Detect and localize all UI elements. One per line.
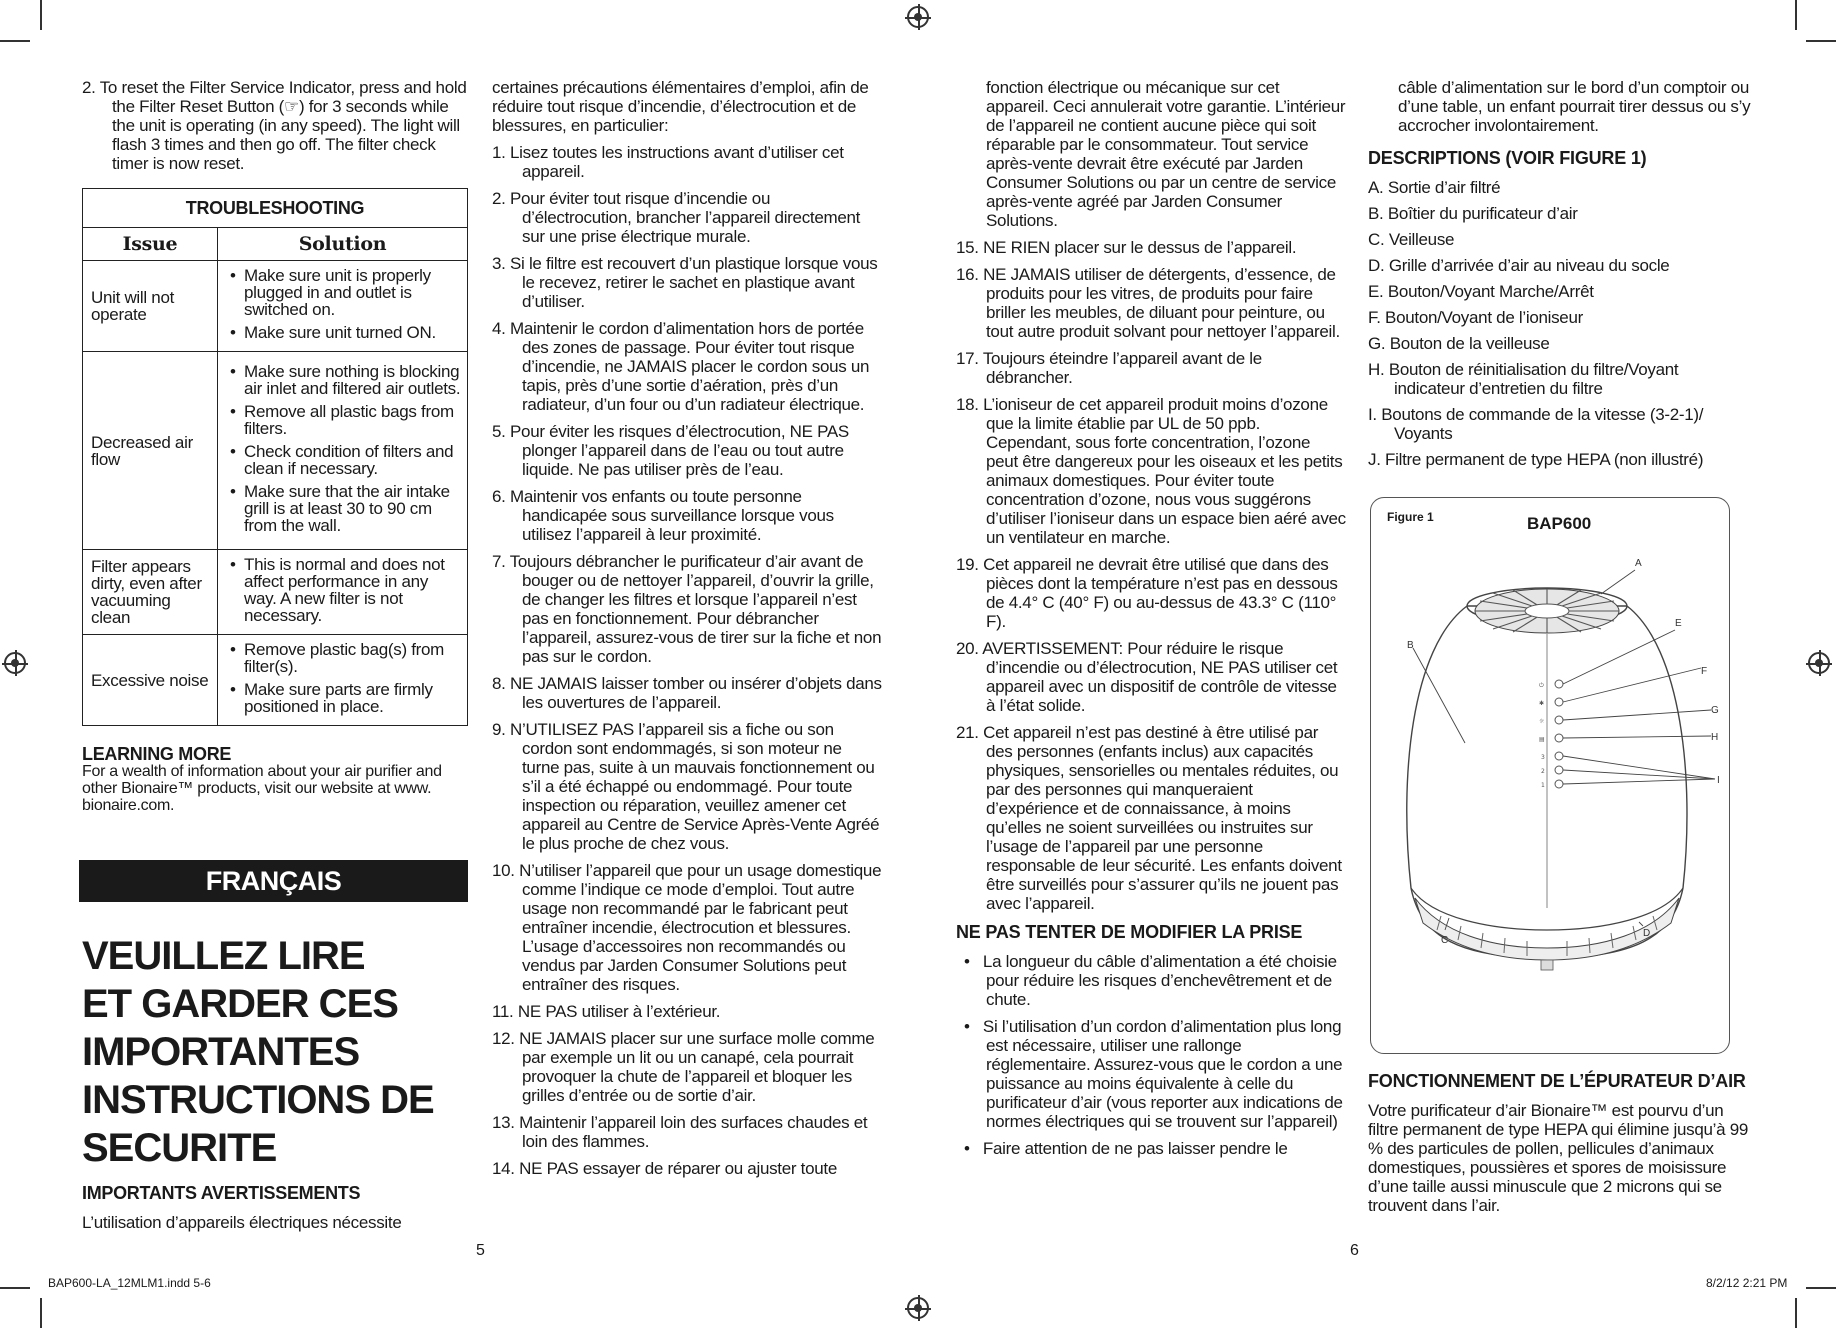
plug-item (956, 1017, 1346, 1131)
solution-item: • Remove plastic bag(s) from filter(s). (226, 641, 461, 675)
function-title: FONCTIONNEMENT DE L’ÉPURATEUR D’AIR (1368, 1071, 1746, 1091)
description-item: F. Bouton/Voyant de l’ioniseur (1368, 308, 1583, 327)
callout-d: D (1643, 928, 1651, 939)
instruction-item: 2. Pour éviter tout risque d’incendie ou d’électrocution, brancher l’appareil directement sur une prise électrique murale. (492, 189, 861, 246)
crop-mark (1795, 0, 1797, 30)
ionizer-icon: ✱ (1539, 700, 1545, 707)
filter-reset-step: 2. To reset the Filter Service Indicator, press and hold the Filter Reset Button (☞) for 3 seconds while the unit is operating (in any speed). The light will flash 3 times and then go off. The filter check timer is now reset. (82, 78, 467, 173)
callout-e: E (1675, 618, 1682, 629)
description-item: E. Bouton/Voyant Marche/Arrêt (1368, 282, 1594, 301)
crop-mark (0, 40, 30, 42)
learning-more-text: For a wealth of information about your air purifier and other Bionaire™ products, visit our website at www. bionaire.com. (82, 763, 442, 814)
warnings-section (82, 1183, 470, 1233)
instruction-item: 13. Maintenir l’appareil loin des surfaces chaudes et loin des flammes. (492, 1113, 868, 1151)
instruction-item: 12. NE JAMAIS placer sur une surface molle comme par exemple un lit ou un canapé, cela pourrait provoquer la chute de l’appareil et bloquer les grilles d’entrée ou de sortie d’air. (492, 1029, 875, 1105)
instruction-item: 5. Pour éviter les risques d’électrocution, NE PAS plonger l’appareil dans de l’eau ou tout autre liquide. Ne pas utiliser près de l’eau. (492, 422, 849, 479)
plug-item-text: La longueur du câble d’alimentation a été choisie pour réduire les risques d’enchevêtrement et de chute. (982, 952, 1337, 1009)
speed-mark: 3 (1541, 754, 1545, 761)
callout-b: B (1407, 640, 1414, 651)
instruction-item: 9. N’UTILISEZ PAS l’appareil sis a fiche ou son cordon sont endommagés, si son moteur ne turne pas, suite à un mauvais fonctionnement ou s’il a été échappé ou endommagé. Pour toute inspection ou réparation, veuillez amener cet appareil au Centre de Service Après-Vente Agréé le plus proche de chez vous. (492, 720, 880, 853)
solution-item: • Check condition of filters and clean if necessary. (226, 443, 461, 477)
instruction-item: 21. Cet appareil n’est pas destiné à être utilisé par des personnes (enfants inclus) aux capacités physiques, sensorielles ou mentales réduites, ou par des personnes qui manqueraient d’expérience et de connaissance, à moins qu’elles ne soient surveillées ou instruites sur l’usage de l’appareil par une personne responsable de leur sécurité. Les enfants doivent être surveillés pour s’assurer qu’ils ne jouent pas avec l’appareil. (956, 723, 1342, 913)
instruction-item: 4. Maintenir le cordon d’alimentation hors de portée des zones de passage. Pour éviter tout risque d’incendie, ne JAMAIS placer le cordon sous un tapis, près d’une sortie d’aération, près d’un radiateur, d’un four ou d’un radiateur électrique. (492, 319, 870, 414)
troubleshooting-table (82, 188, 468, 726)
descriptions-column (1368, 78, 1753, 476)
language-banner: FRANÇAIS (79, 860, 468, 902)
warnings-intro: L’utilisation d’appareils électriques nécessite (82, 1213, 402, 1232)
troubleshooting-title: TROUBLESHOOTING (83, 189, 468, 228)
description-item: I. Boutons de commande de la vitesse (3-2-1)/ Voyants (1368, 405, 1704, 443)
column-header-issue: Issue (83, 228, 218, 261)
instruction-item: 11. NE PAS utiliser à l’extérieur. (492, 1002, 721, 1021)
crop-mark (1806, 1287, 1836, 1289)
table-row (83, 550, 468, 635)
registration-mark-icon (1808, 652, 1830, 674)
instruction-item: 17. Toujours éteindre l’appareil avant de le débrancher. (956, 349, 1262, 387)
table-row (83, 635, 468, 726)
footer-date: 8/2/12 2:21 PM (1706, 1276, 1788, 1290)
instruction-item: 18. L’ioniseur de cet appareil produit moins d’ozone que la limite établie par UL de 50 ppb. Cependant, sous forte concentration, l’ozone peut être dangereux pour les oiseaux et les petits animaux domestiques. Pour éviter toute concentration d’ozone, nous vous suggérons d’utiliser l’ioniseur dans un espace bien aéré avec un ventilateur en marche. (956, 395, 1346, 547)
crop-mark (1795, 1298, 1797, 1328)
registration-mark-icon (907, 1297, 929, 1319)
issue-cell: Decreased air flow (83, 352, 218, 550)
learning-more-title: LEARNING MORE (82, 744, 232, 764)
description-item: A. Sortie d’air filtré (1368, 178, 1501, 197)
page-number-left: 5 (476, 1242, 485, 1259)
descriptions-title: DESCRIPTIONS (VOIR FIGURE 1) (1368, 148, 1647, 168)
bullet: • (964, 1139, 983, 1158)
instruction-item: 7. Toujours débrancher le purificateur d’air avant de bouger ou de nettoyer l’appareil, d’ouvrir la grille, de changer les filtres et lorsque l’appareil n’est pas en fonctionnement. Pour débrancher l’appareil, assurez-vous de tirer sur la fiche et non pas sur le cordon. (492, 552, 882, 666)
instruction-item: 10. N’utiliser l’appareil que pour un usage domestique comme l’indique ce mode d’emploi. Tout autre usage non recommandé par le fabricant peut entraîner incendie, électrocution et blessures. L’usage d’accessoires non recommandés ou vendus par Jarden Consumer Solutions peut entraîner des risques. (492, 861, 882, 994)
speed-mark: 1 (1541, 782, 1545, 789)
page-number-right: 6 (1350, 1242, 1359, 1259)
solution-item: • Make sure that the air intake grill is at least 30 to 90 cm from the wall. (226, 483, 461, 534)
description-item: H. Bouton de réinitialisation du filtre/Voyant indicateur d’entretien du filtre (1368, 360, 1679, 398)
issue-cell: Excessive noise (83, 635, 218, 726)
table-row (83, 261, 468, 352)
filter-reset-icon: ▤ (1539, 736, 1545, 743)
table-row (83, 352, 468, 550)
instructions-column-2 (956, 78, 1346, 1166)
plug-item (956, 952, 1346, 1009)
callout-f: F (1701, 666, 1708, 677)
solution-item: • This is normal and does not affect performance in any way. A new filter is not necessary. (226, 556, 461, 624)
figure-model: BAP600 (1527, 514, 1592, 533)
figure-label: Figure 1 (1387, 510, 1434, 524)
bullet: • (964, 952, 983, 971)
callout-a: A (1635, 558, 1642, 569)
instruction-continued: fonction électrique ou mécanique sur cet appareil. Ceci annulerait votre garantie. L’intérieur de l’appareil ne contient aucune pièce qui soit réparable par le consommateur. Tout service après-vente devrait être exécuté par Jarden Consumer Solutions ou par un centre de service après-vente agréé par Jarden Consumer Solutions. (986, 78, 1346, 230)
speed-mark: 2 (1541, 768, 1545, 775)
instruction-item: 15. NE RIEN placer sur le dessus de l’appareil. (956, 238, 1297, 257)
crop-mark (40, 1298, 42, 1328)
instruction-item: 6. Maintenir vos enfants ou toute personne handicapée sous surveillance lorsque vous utilisez l’appareil à leur proximité. (492, 487, 834, 544)
crop-mark (40, 0, 42, 30)
description-item: C. Veilleuse (1368, 230, 1455, 249)
solution-item: • Make sure unit is properly plugged in and outlet is switched on. (226, 267, 461, 318)
callout-h: H (1711, 732, 1719, 743)
column-header-solution: Solution (218, 228, 468, 261)
callout-i: I (1717, 775, 1720, 786)
description-item: D. Grille d’arrivée d’air au niveau du socle (1368, 256, 1670, 275)
callout-c: C (1441, 935, 1449, 946)
instruction-item: 19. Cet appareil ne devrait être utilisé que dans des pièces dont la température n’est pas en dessous de 4.4° C (40° F) ou au-dessus de 43.3° C (110° F). (956, 555, 1338, 631)
air-purifier-drawing (1371, 498, 1729, 1053)
callout-g: G (1711, 705, 1719, 716)
title-line: VEUILLEZ LIRE (82, 934, 365, 978)
solution-item: • Make sure nothing is blocking air inlet and filtered air outlets. (226, 363, 461, 397)
description-item: G. Bouton de la veilleuse (1368, 334, 1550, 353)
safety-title (82, 932, 434, 1172)
issue-cell: Filter appears dirty, even after vacuuming clean (83, 550, 218, 635)
title-line: INSTRUCTIONS DE (82, 1078, 434, 1122)
description-item: B. Boîtier du purificateur d’air (1368, 204, 1578, 223)
warnings-title: IMPORTANTS AVERTISSEMENTS (82, 1183, 361, 1203)
learning-more-section (82, 746, 470, 814)
plug-item-text: Faire attention de ne pas laisser pendre le (982, 1139, 1288, 1158)
instruction-item: 20. AVERTISSEMENT: Pour réduire le risque d’incendie ou d’électrocution, NE PAS utiliser cet appareil avec un dispositif de contrôle de vitesse à l’état solide. (956, 639, 1338, 715)
registration-mark-icon (907, 6, 929, 28)
description-item: J. Filtre permanent de type HEPA (non illustré) (1368, 450, 1704, 469)
instruction-item: 8. NE JAMAIS laisser tomber ou insérer d’objets dans les ouvertures de l’appareil. (492, 674, 882, 712)
instruction-item: 16. NE JAMAIS utiliser de détergents, d’essence, de produits pour les vitres, de produits pour faire briller les meubles, de diluant pour peinture, ou tout autre produit solvant pour nettoyer l’appareil. (956, 265, 1340, 341)
plug-item (956, 1139, 1346, 1158)
power-icon: ⏻ (1539, 682, 1544, 689)
footer-filename: BAP600-LA_12MLM1.indd 5-6 (48, 1276, 211, 1290)
registration-mark-icon (4, 652, 26, 674)
plug-item-text: Si l’utilisation d’un cordon d’alimentation plus long est nécessaire, utiliser une rallonge réglementaire. Assurez-vous que le cordon a une puissance au moins équivalente à celle du purificateur d’air (vous reporter aux indications de normes électriques qui se trouvent sur l’appareil) (982, 1017, 1343, 1131)
figure-1 (1370, 497, 1730, 1054)
instruction-item: 1. Lisez toutes les instructions avant d’utiliser cet appareil. (492, 143, 844, 181)
crop-mark (1806, 40, 1836, 42)
issue-cell: Unit will not operate (83, 261, 218, 352)
left-column (82, 78, 470, 181)
instructions-intro: certaines précautions élémentaires d’emploi, afin de réduire tout risque d’incendie, d’électrocution et de blessures, en particulier: (492, 78, 869, 135)
night-light-icon: ☼ (1539, 718, 1545, 725)
solution-item: • Remove all plastic bags from filters. (226, 403, 461, 437)
cord-warning-continued: câble d’alimentation sur le bord d’un comptoir ou d’une table, un enfant pourrait tirer dessus ou s’y accrocher involontairement. (1398, 78, 1751, 135)
instruction-item: 3. Si le filtre est recouvert d’un plastique lorsque vous le recevez, retirer le sachet en plastique avant d’utiliser. (492, 254, 878, 311)
bullet: • (964, 1017, 983, 1036)
title-line: IMPORTANTES (82, 1030, 360, 1074)
solution-item: • Make sure parts are firmly positioned in place. (226, 681, 461, 715)
title-line: ET GARDER CES (82, 982, 398, 1026)
solution-item: • Make sure unit turned ON. (226, 324, 461, 341)
function-section (1368, 1072, 1753, 1215)
instruction-item: 14. NE PAS essayer de réparer ou ajuster toute (492, 1159, 837, 1178)
crop-mark (0, 1287, 30, 1289)
instructions-column (492, 78, 882, 1186)
title-line: SECURITE (82, 1126, 277, 1170)
function-text: Votre purificateur d’air Bionaire™ est pourvu d’un filtre permanent de type HEPA qui élimine jusqu’à 99 % des particules de pollen, pellicules d’animaux domestiques, poussières et spores de moisissure d’une taille aussi minuscule que 2 microns qui se trouvent dans l’air. (1368, 1101, 1749, 1215)
plug-section-title: NE PAS TENTER DE MODIFIER LA PRISE (956, 922, 1303, 942)
